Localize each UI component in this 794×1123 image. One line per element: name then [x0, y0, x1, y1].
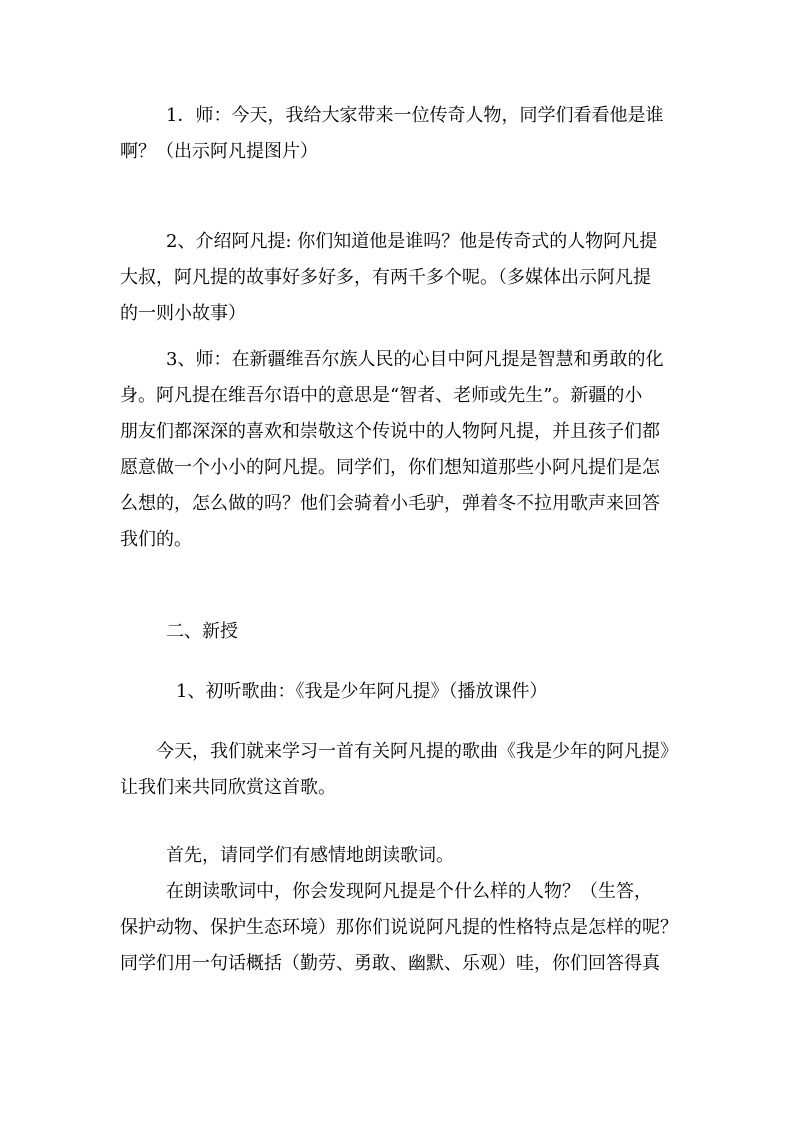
text-line: 首先，请同学们有感情地朗读歌词。 — [166, 845, 454, 866]
paragraph-character-question — [120, 874, 680, 982]
paragraph-intro-teacher — [120, 98, 680, 170]
text-line: 今天，我们就来学习一首有关阿凡提的歌曲《我是少年的阿凡提》 — [156, 741, 678, 762]
text-line: 在朗读歌词中，你会发现阿凡提是个什么样的人物？（生答， — [166, 881, 652, 902]
paragraph-introduce-afanti — [120, 224, 680, 332]
text-line: 身。阿凡提在维吾尔语中的意思是“智者、老师或先生”。新疆的小 — [120, 385, 643, 406]
paragraph-first-listen — [120, 674, 680, 710]
text-line: 1．师：今天，我给大家带来一位传奇人物，同学们看看他是谁 — [166, 105, 664, 126]
text-line: 二、新授 — [166, 621, 238, 642]
paragraph-today-song — [120, 734, 680, 806]
text-line: 朋友们都深深的喜欢和崇敬这个传说中的人物阿凡提，并且孩子们都 — [120, 421, 660, 442]
text-line: 3、师：在新疆维吾尔族人民的心目中阿凡提是智慧和勇敢的化 — [166, 349, 664, 370]
text-line: 让我们来共同欣赏这首歌。 — [120, 777, 336, 798]
text-line: 大叔，阿凡提的故事好多好多，有两千多个呢。（多媒体出示阿凡提 — [120, 267, 651, 288]
section-heading-new-lesson — [120, 614, 680, 650]
text-line: 的一则小故事） — [120, 303, 246, 324]
text-line: 我们的。 — [120, 529, 192, 550]
paragraph-teacher-xinjiang — [120, 342, 680, 558]
text-line: 愿意做一个小小的阿凡提。同学们，你们想知道那些小阿凡提们是怎 — [120, 457, 660, 478]
text-line: 保护动物、保护生态环境）那你们说说阿凡提的性格特点是怎样的呢？ — [120, 917, 678, 938]
text-line: 1、初听歌曲：《我是少年阿凡提》（播放课件） — [176, 681, 548, 702]
text-line: 啊？（出示阿凡提图片） — [120, 141, 318, 162]
paragraph-read-lyrics — [120, 838, 680, 874]
text-line: 么想的，怎么做的吗？他们会骑着小毛驴，弹着冬不拉用歌声来回答 — [120, 493, 660, 514]
text-line: 2、介绍阿凡提: 你们知道他是谁吗？他是传奇式的人物阿凡提 — [166, 231, 658, 252]
text-line: 同学们用一句话概括（勤劳、勇敢、幽默、乐观）哇，你们回答得真 — [120, 953, 660, 974]
